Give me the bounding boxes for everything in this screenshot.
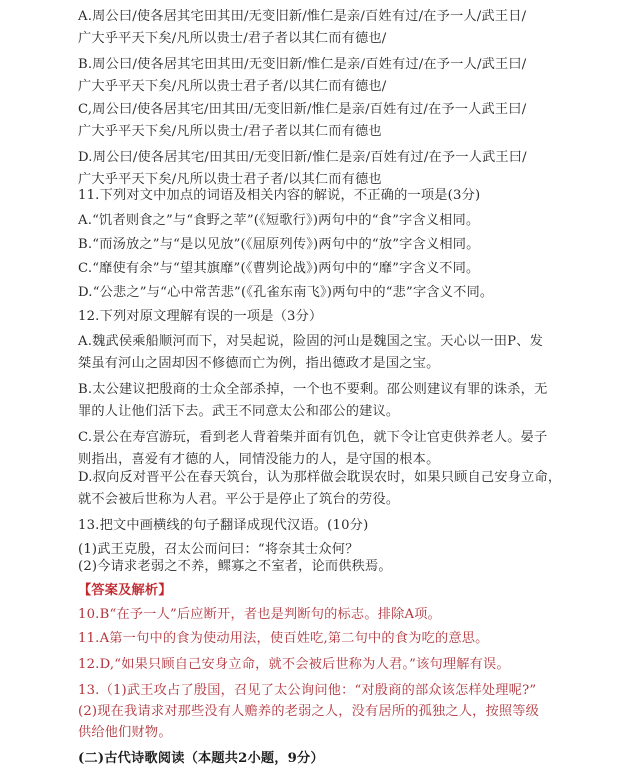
q12-option-a-line1: A.魏武侯乘船顺河而下，对吴起说，险固的河山是魏国之宝。天心以一田P、发: [78, 334, 543, 349]
q12-option-b-line1: B.太公建议把殷商的士众全部杀掉，一个也不要剩。邵公则建议有罪的诛杀，无: [78, 382, 548, 397]
answer-13-line2: (2)现在我请求对那些没有人赡养的老弱之人，没有居所的孤独之人，按照等级: [78, 704, 540, 719]
q12-option-d-line2: 就不会被后世称为人君。平公于是停止了筑台的劳役。: [78, 492, 400, 507]
q11-option-c: C.“靡使有余”与“望其旗靡”(《曹刿论战》)两句中的“靡”字含义不同。: [78, 261, 480, 276]
q13-item-1: (1)武王克殷，召太公而问曰：“将奈其士众何？: [78, 542, 359, 557]
q12-option-c-line1: C.景公在寿宫游玩，看到老人背着柴并面有饥色，就下令让官吏供养老人。晏子: [78, 430, 548, 445]
q10-option-a-line2: 广大乎平天下矣/凡所以贵士/君子者以其仁而有德也/: [78, 31, 387, 46]
q10-option-c-line2: 广大乎平天下矣/凡所以贵士/君子者以其仁而有德也: [78, 124, 382, 139]
q13-stem: 13.把文中画横线的句子翻译成现代汉语。(10分): [78, 518, 369, 533]
answer-13-line3: 供给他们财物。: [78, 725, 172, 740]
q11-option-a: A.“饥者则食之”与“食野之苹”(《短歌行》)两句中的“食”字含义相同。: [78, 213, 480, 228]
q12-option-a-line2: 桀虽有河山之固却因不修德而亡为例，指出德政才是国之宝。: [78, 356, 440, 371]
q10-option-b-line2: 广大乎平天下矣/凡所以贵士君子者/以其仁而有德也/: [78, 79, 387, 94]
q10-option-a-line1: A.周公曰/使各居其宅田其田/无变旧新/惟仁是亲/百姓有过/在予一人/武王日/: [78, 9, 527, 24]
answer-13-line1: 13.（1)武王攻占了殷国，召见了太公询问他：“对殷商的部众该怎样处理呢?”: [78, 683, 537, 698]
q12-stem: 12.下列对原文理解有误的一项是（3分）: [78, 309, 323, 324]
q10-option-d-line2: 广大乎平天下矣/凡所以贵士君子者/以其仁而有德也: [78, 172, 382, 187]
q11-option-b: B.“而汤放之”与“是以见放”(《屈原列传》)两句中的“放”字含义相同。: [78, 237, 480, 252]
q10-option-b-line1: B.周公曰/使各居其宅田其田/无变旧新/惟仁是亲/百姓有过/在予一人/武王曰/: [78, 57, 527, 72]
q12-option-b-line2: 罪的人让他们活下去。武王不同意太公和邵公的建议。: [78, 404, 400, 419]
q10-option-d-line1: D.周公曰/使各居其宅/田其田/无变旧新/惟仁是亲/百姓有过/在予一人武王曰/: [78, 150, 527, 165]
q13-item-2: (2)今请求老弱之不养，鳏寡之不室者，论而供秩焉。: [78, 559, 392, 574]
q10-option-c-line1: C,周公曰/使各居其宅/田其田/无变旧新/惟仁是亲/百姓有过/在予一人武王曰/: [78, 102, 527, 117]
answer-header: 【答案及解析】: [78, 583, 172, 598]
answer-12: 12.D,“如果只顾自己安身立命，就不会被后世称为人君。”该句理解有误。: [78, 657, 510, 672]
section-heading: (二)古代诗歌阅读（本题共2小题，9分）: [78, 751, 324, 766]
q11-option-d: D.“公悲之”与“心中常苦悲”(《孔雀东南飞》)两句中的“悲”字含义不同。: [78, 285, 494, 300]
answer-10: 10.B“在予一人”后应断开，者也是判断句的标志。排除A项。: [78, 607, 441, 622]
q11-stem: 11.下列对文中加点的词语及相关内容的解说，不正确的一项是(3分): [78, 188, 481, 203]
q12-option-c-line2: 则指出，喜爱有才德的人，同情没能力的人，是守国的根本。: [78, 452, 440, 467]
q12-option-d-line1: D.叔向反对晋平公在春天筑台，认为那样做会耽误农时，如果只顾自己安身立命，: [78, 470, 562, 485]
answer-11: 11.A第一句中的食为使动用法，使百姓吃,第二句中的食为吃的意思。: [78, 631, 489, 646]
